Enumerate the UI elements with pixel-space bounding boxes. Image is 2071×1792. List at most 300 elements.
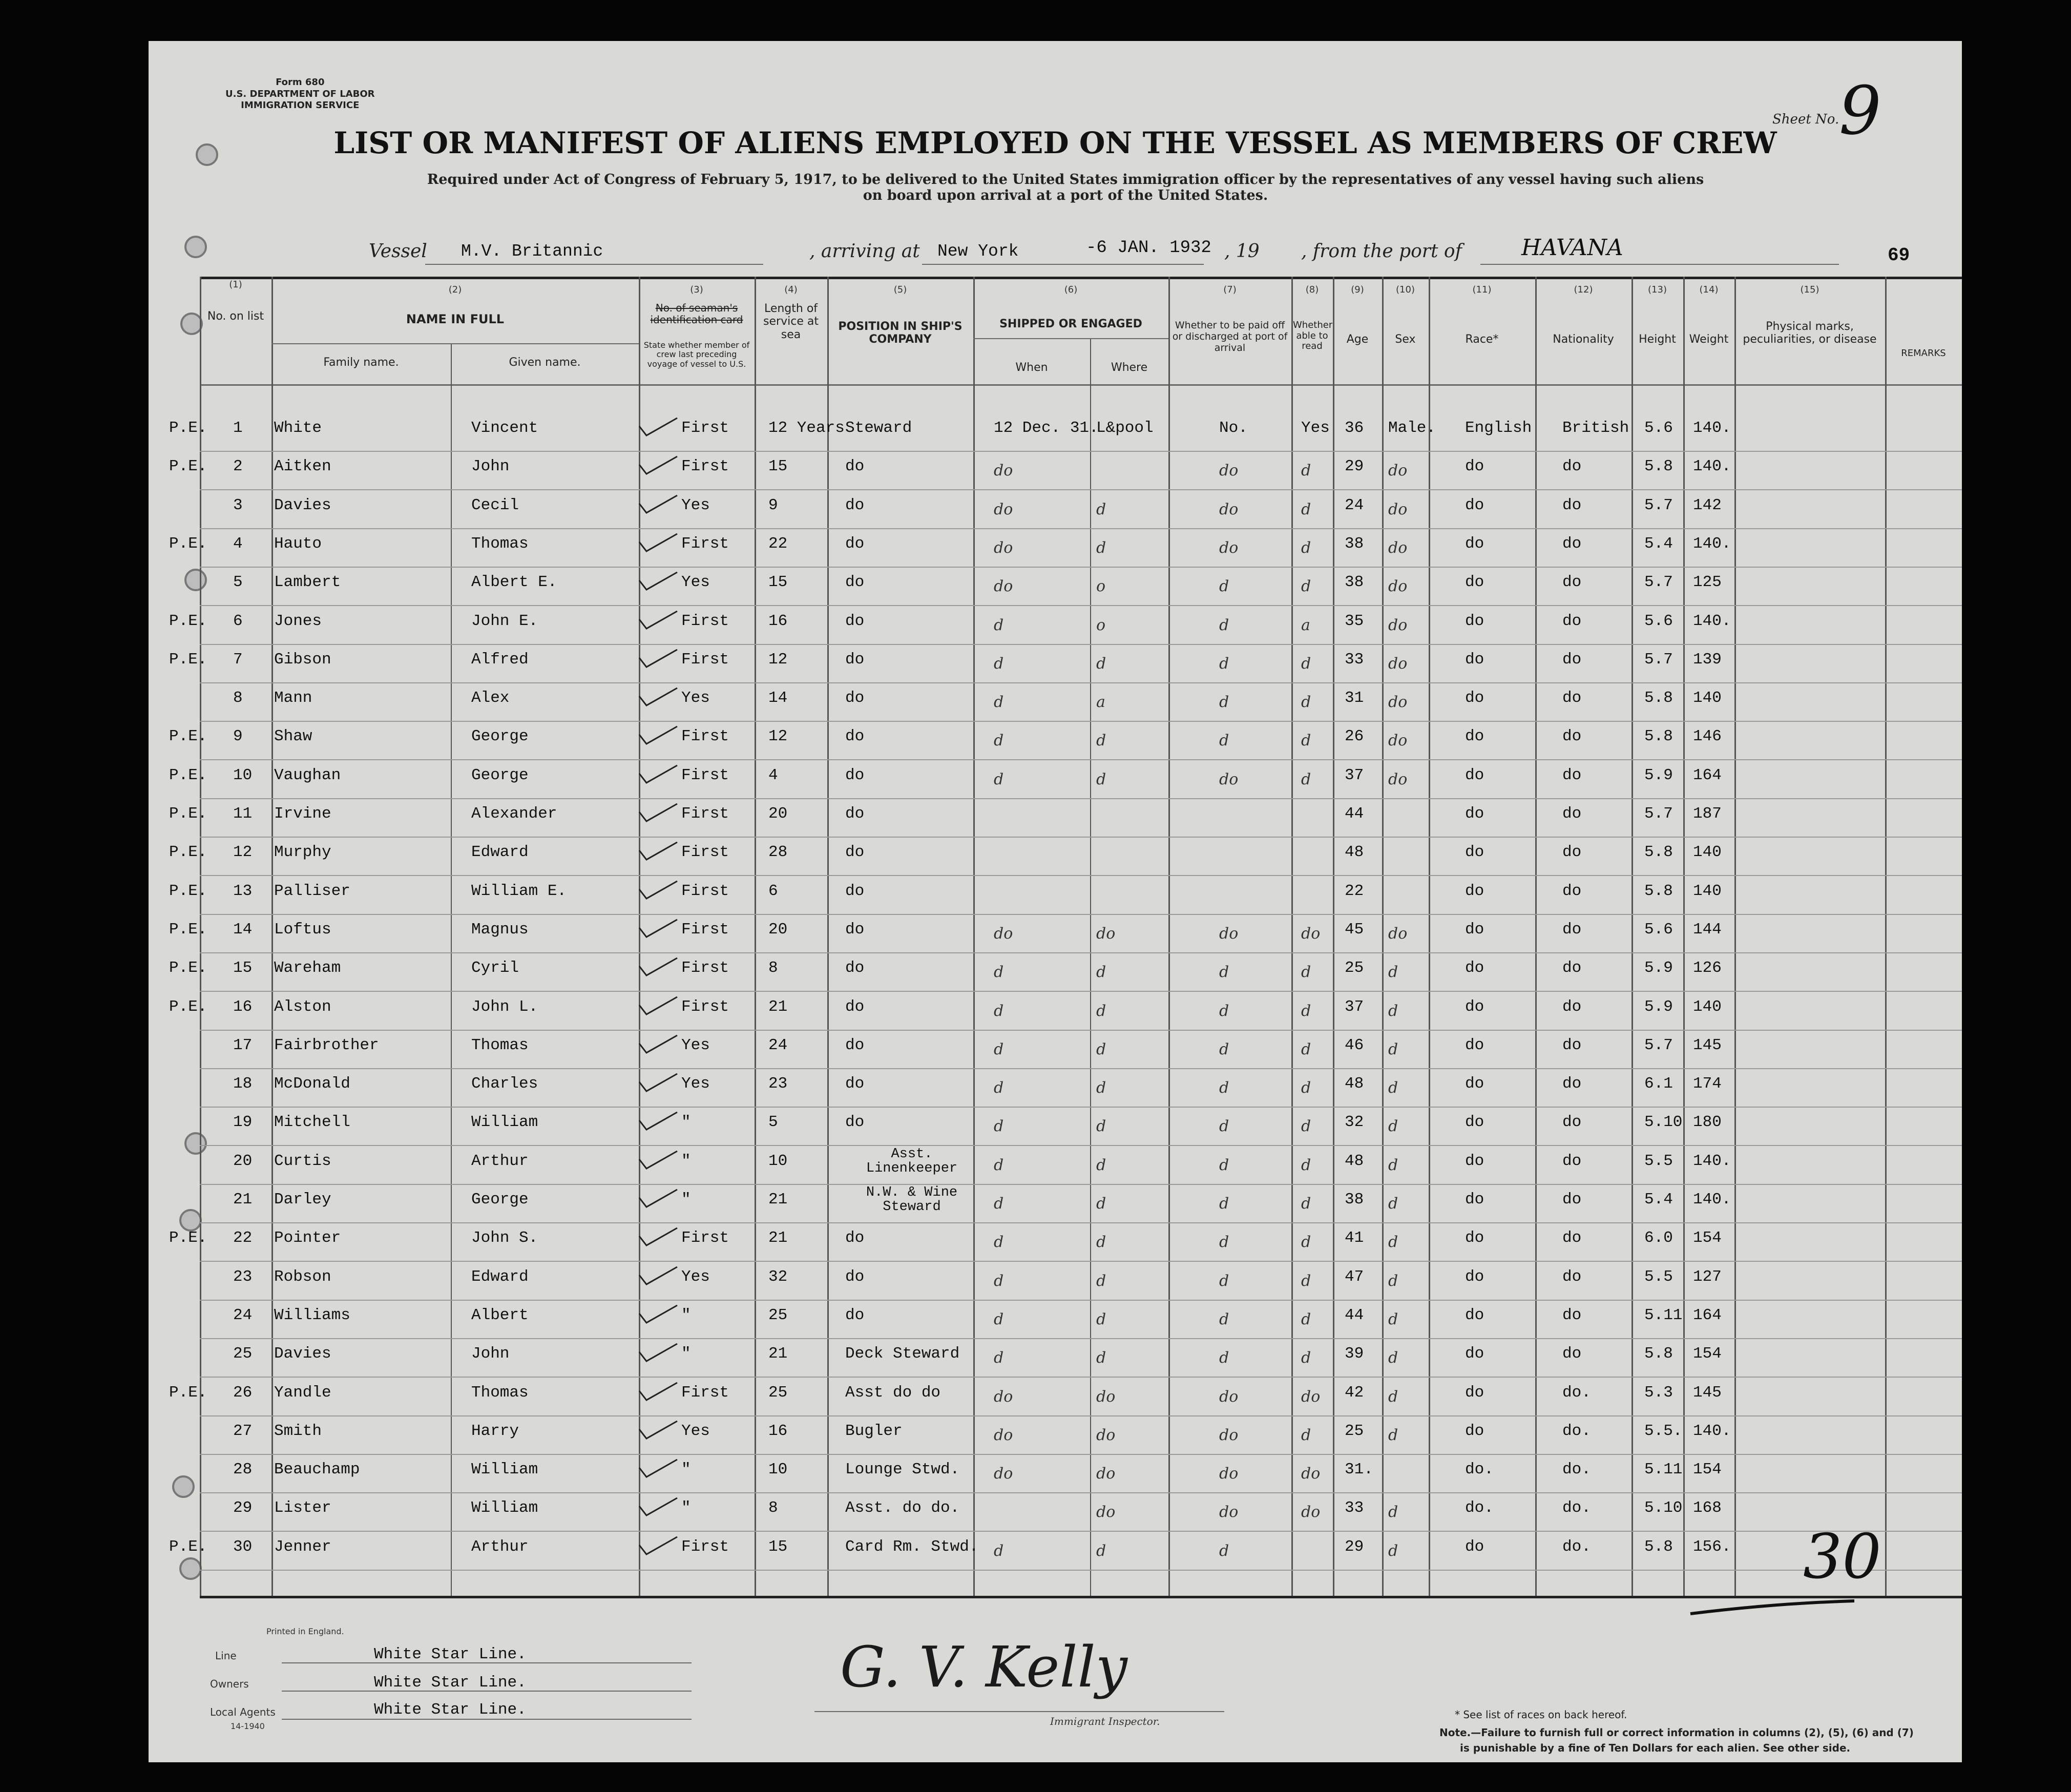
cell-prev: First bbox=[681, 534, 729, 553]
cell-family: Davies bbox=[274, 1345, 331, 1363]
cell-height: 5.7 bbox=[1644, 805, 1673, 823]
cell-age: 24 bbox=[1345, 496, 1364, 514]
cell-where: d bbox=[1096, 1541, 1106, 1560]
col-header-family-name: Family name. bbox=[323, 356, 399, 369]
form-department-block bbox=[225, 77, 375, 112]
cell-given: Charles bbox=[471, 1075, 538, 1093]
cell-paid: d bbox=[1219, 963, 1229, 982]
col-header-given-name: Given name. bbox=[509, 356, 581, 369]
cell-given: Arthur bbox=[471, 1152, 529, 1170]
check-mark-icon bbox=[635, 453, 681, 479]
column-divider bbox=[1291, 277, 1293, 1596]
cell-paid: d bbox=[1219, 1195, 1229, 1213]
cell-given: Edward bbox=[471, 1267, 529, 1286]
cell-paid: do bbox=[1219, 1426, 1239, 1444]
cell-given: Cecil bbox=[471, 496, 519, 514]
cell-sex: do bbox=[1388, 770, 1408, 788]
column-divider bbox=[1429, 277, 1430, 1596]
cell-family: Irvine bbox=[274, 805, 331, 823]
printed-in-england: Printed in England. bbox=[266, 1627, 344, 1636]
cell-position: do bbox=[845, 727, 865, 746]
cell-read: do bbox=[1301, 1465, 1321, 1483]
cell-pe: P.E. bbox=[169, 997, 207, 1016]
cell-given: Edward bbox=[471, 843, 529, 862]
cell-race: do bbox=[1465, 1113, 1484, 1132]
cell-given: Alfred bbox=[471, 650, 529, 669]
cell-service: 14 bbox=[768, 689, 788, 707]
cell-no: 22 bbox=[233, 1229, 253, 1247]
cell-where: d bbox=[1096, 538, 1106, 557]
cell-sex: d bbox=[1388, 1349, 1398, 1367]
check-mark-icon bbox=[635, 685, 681, 711]
cell-nat: do bbox=[1562, 612, 1582, 630]
cell-sex: do bbox=[1388, 500, 1408, 518]
cell-family: Hauto bbox=[274, 534, 322, 553]
cell-when: d bbox=[994, 616, 1004, 634]
cell-height: 5.8 bbox=[1644, 882, 1673, 900]
cell-age: 29 bbox=[1345, 457, 1364, 476]
cell-prev: First bbox=[681, 1229, 729, 1247]
cell-position: do bbox=[845, 805, 865, 823]
cell-no: 15 bbox=[233, 959, 253, 977]
cell-position: do bbox=[845, 689, 865, 707]
cell-nat: do. bbox=[1562, 1499, 1591, 1517]
row-rule bbox=[200, 1222, 1962, 1223]
cell-weight: 154 bbox=[1693, 1229, 1722, 1247]
cell-sex: do bbox=[1388, 693, 1408, 712]
cell-prev: First bbox=[681, 1383, 729, 1402]
agents-underline bbox=[282, 1719, 692, 1720]
cell-paid: do bbox=[1219, 538, 1239, 557]
cell-race: do bbox=[1465, 766, 1484, 784]
cell-paid: do bbox=[1219, 1503, 1239, 1522]
cell-service: 21 bbox=[768, 1191, 788, 1208]
cell-where: d bbox=[1096, 1002, 1106, 1020]
cell-race: do bbox=[1465, 997, 1484, 1016]
row-rule bbox=[200, 489, 1962, 490]
cell-weight: 154 bbox=[1693, 1461, 1722, 1479]
cell-service: 21 bbox=[768, 1229, 788, 1247]
col-header-remarks: REMARKS bbox=[1901, 348, 1946, 359]
cell-given: John L. bbox=[471, 997, 538, 1016]
cell-weight: 164 bbox=[1693, 766, 1722, 784]
cell-family: Beauchamp bbox=[274, 1461, 360, 1479]
cell-paid: do bbox=[1219, 462, 1239, 480]
cell-where: do bbox=[1096, 1465, 1116, 1483]
col-header-where: Where bbox=[1111, 361, 1148, 374]
subtitle-line-1: Required under Act of Congress of February 5, 1917, to be delivered to the United States immigration officer by the representatives of any vessel having such aliens bbox=[427, 172, 1704, 187]
from-port-value: HAVANA bbox=[1521, 235, 1623, 261]
cell-nat: do bbox=[1562, 496, 1582, 514]
cell-height: 5.4 bbox=[1644, 534, 1673, 553]
cell-read: d bbox=[1301, 1272, 1311, 1290]
cell-given: William bbox=[471, 1461, 538, 1479]
cell-weight: 140. bbox=[1693, 419, 1731, 437]
cell-prev: First bbox=[681, 959, 729, 977]
cell-service: 24 bbox=[768, 1036, 788, 1054]
cell-family: White bbox=[274, 419, 322, 437]
cell-given: Thomas bbox=[471, 1383, 529, 1402]
cell-read: d bbox=[1301, 1426, 1311, 1444]
cell-age: 48 bbox=[1345, 843, 1364, 862]
cell-position: do bbox=[845, 997, 865, 1016]
row-rule bbox=[200, 1145, 1962, 1146]
cell-prev: First bbox=[681, 805, 729, 823]
cell-position: Bugler bbox=[845, 1422, 903, 1440]
col-header-nationality: Nationality bbox=[1553, 333, 1614, 346]
column-divider bbox=[1090, 338, 1091, 1596]
col-header-age: Age bbox=[1346, 333, 1369, 346]
cell-given: John bbox=[471, 457, 510, 476]
cell-no: 13 bbox=[233, 882, 253, 900]
col-header-shipped: SHIPPED OR ENGAGED bbox=[999, 318, 1142, 330]
cell-prev: First bbox=[681, 457, 729, 476]
cell-paid: do bbox=[1219, 1387, 1239, 1406]
cell-nat: do. bbox=[1562, 1537, 1591, 1556]
cell-nat: do bbox=[1562, 1075, 1582, 1093]
cell-race: do bbox=[1465, 882, 1484, 900]
cell-race: do bbox=[1465, 920, 1484, 939]
cell-no: 21 bbox=[233, 1191, 253, 1208]
cell-position: Lounge Stwd. bbox=[845, 1461, 960, 1479]
owners-label: Owners bbox=[210, 1678, 249, 1690]
cell-paid: d bbox=[1219, 1040, 1229, 1058]
check-mark-icon bbox=[635, 1032, 681, 1058]
cell-service: 21 bbox=[768, 1345, 788, 1363]
cell-given: Arthur bbox=[471, 1537, 529, 1556]
sheet-no-label: Sheet No. bbox=[1772, 112, 1839, 127]
column-divider bbox=[1734, 277, 1736, 1596]
cell-service: 8 bbox=[768, 1499, 778, 1517]
cell-nat: do. bbox=[1562, 1422, 1591, 1440]
check-mark-icon bbox=[635, 1456, 681, 1482]
cell-when: d bbox=[994, 770, 1004, 788]
cell-when: d bbox=[994, 963, 1004, 982]
cell-age: 25 bbox=[1345, 1422, 1364, 1440]
cell-nat: do bbox=[1562, 805, 1582, 823]
cell-prev: Yes bbox=[681, 573, 710, 592]
row-rule bbox=[200, 837, 1962, 838]
cell-where: d bbox=[1096, 1040, 1106, 1058]
col-num-7: (7) bbox=[1223, 284, 1237, 295]
cell-age: 36 bbox=[1345, 419, 1364, 437]
cell-weight: 168 bbox=[1693, 1499, 1722, 1517]
cell-read: do bbox=[1301, 1503, 1321, 1522]
check-mark-icon bbox=[635, 916, 681, 942]
arriving-label: , arriving at bbox=[809, 241, 920, 262]
cell-sex: d bbox=[1388, 1426, 1398, 1444]
cell-nat: do. bbox=[1562, 1383, 1591, 1402]
cell-pe: P.E. bbox=[169, 650, 207, 669]
cell-service: 20 bbox=[768, 805, 788, 823]
row-rule bbox=[200, 875, 1962, 876]
cell-sex: d bbox=[1388, 963, 1398, 982]
cell-nat: do bbox=[1562, 843, 1582, 862]
cell-position: do bbox=[845, 650, 865, 669]
cell-prev: Yes bbox=[681, 689, 710, 707]
check-mark-icon bbox=[635, 878, 681, 904]
col-header-read: Whether able to read bbox=[1293, 320, 1333, 352]
cell-given: John S. bbox=[471, 1229, 538, 1247]
signature-line bbox=[814, 1711, 1224, 1712]
cell-nat: do bbox=[1562, 534, 1582, 553]
cell-given: Albert bbox=[471, 1306, 529, 1324]
cell-given: Harry bbox=[471, 1422, 519, 1440]
cell-no: 18 bbox=[233, 1075, 253, 1093]
cell-paid: do bbox=[1219, 500, 1239, 518]
cell-family: Smith bbox=[274, 1422, 322, 1440]
cell-race: do bbox=[1465, 1267, 1484, 1286]
cell-when: d bbox=[994, 732, 1004, 750]
cell-nat: do bbox=[1562, 882, 1582, 900]
cell-height: 5.10 bbox=[1644, 1499, 1683, 1517]
col-num-4: (4) bbox=[784, 284, 798, 295]
col-num-12: (12) bbox=[1574, 284, 1593, 295]
cell-race: do bbox=[1465, 457, 1484, 476]
col-header-when: When bbox=[1015, 361, 1048, 374]
column-divider bbox=[271, 277, 273, 1596]
cell-height: 5.4 bbox=[1644, 1191, 1673, 1208]
cell-no: 30 bbox=[233, 1537, 253, 1556]
cell-sex: d bbox=[1388, 1503, 1398, 1522]
cell-nat: British bbox=[1562, 419, 1629, 437]
cell-prev: First bbox=[681, 650, 729, 669]
cell-race: do bbox=[1465, 496, 1484, 514]
cell-nat: do bbox=[1562, 1113, 1582, 1132]
cell-where: o bbox=[1096, 577, 1106, 596]
cell-where: d bbox=[1096, 1079, 1106, 1097]
cell-sex: d bbox=[1388, 1272, 1398, 1290]
cell-prev: " bbox=[681, 1191, 691, 1208]
col-num-6: (6) bbox=[1064, 284, 1078, 295]
cell-sex: do bbox=[1388, 577, 1408, 596]
row-rule bbox=[200, 721, 1962, 722]
cell-weight: 156. bbox=[1693, 1537, 1731, 1556]
cell-race: do bbox=[1465, 843, 1484, 862]
cell-sex: do bbox=[1388, 732, 1408, 750]
cell-family: Lambert bbox=[274, 573, 341, 592]
cell-height: 5.6 bbox=[1644, 419, 1673, 437]
cell-when: d bbox=[994, 1349, 1004, 1367]
cell-family: Alston bbox=[274, 997, 331, 1016]
punch-hole bbox=[179, 1557, 202, 1580]
cell-position: do bbox=[845, 920, 865, 939]
cell-pe: P.E. bbox=[169, 727, 207, 746]
cell-read: d bbox=[1301, 693, 1311, 712]
subtitle-line-2: on board upon arrival at a port of the United States. bbox=[863, 187, 1268, 203]
cell-when: d bbox=[994, 1541, 1004, 1560]
check-mark-icon bbox=[635, 839, 681, 865]
column-divider bbox=[1683, 277, 1685, 1596]
cell-position: do bbox=[845, 1075, 865, 1093]
cell-weight: 144 bbox=[1693, 920, 1722, 939]
form-code: 14-1940 bbox=[231, 1721, 265, 1731]
cell-where: do bbox=[1096, 924, 1116, 943]
cell-where: do bbox=[1096, 1426, 1116, 1444]
cell-when: d bbox=[994, 1272, 1004, 1290]
cell-weight: 187 bbox=[1693, 805, 1722, 823]
cell-prev: " bbox=[681, 1461, 691, 1479]
footnote-penalty-1: Note.—Failure to furnish full or correct information in columns (2), (5), (6) and (7) bbox=[1439, 1726, 1914, 1739]
check-mark-icon bbox=[635, 1380, 681, 1405]
col-num-1: (1) bbox=[229, 279, 242, 290]
cell-position: N.W. & Wine Steward bbox=[866, 1185, 958, 1215]
line-label: Line bbox=[215, 1650, 237, 1662]
cell-prev: First bbox=[681, 612, 729, 630]
cell-paid: d bbox=[1219, 1233, 1229, 1252]
cell-race: do bbox=[1465, 650, 1484, 669]
cell-read: d bbox=[1301, 654, 1311, 673]
cell-where: d bbox=[1096, 1195, 1106, 1213]
cell-weight: 140 bbox=[1693, 689, 1722, 707]
cell-no: 10 bbox=[233, 766, 253, 784]
cell-weight: 139 bbox=[1693, 650, 1722, 669]
cell-race: do bbox=[1465, 1036, 1484, 1054]
cell-prev: " bbox=[681, 1113, 691, 1132]
cell-weight: 140 bbox=[1693, 882, 1722, 900]
cell-service: 15 bbox=[768, 457, 788, 476]
cell-read: d bbox=[1301, 500, 1311, 518]
col-header-physical-marks: Physical marks, peculiarities, or disease bbox=[1743, 320, 1877, 346]
cell-position: Asst do do bbox=[845, 1383, 941, 1402]
col-header-paid-off: Whether to be paid off or discharged at port of arrival bbox=[1172, 320, 1288, 353]
cell-prev: " bbox=[681, 1345, 691, 1363]
cell-given: Alexander bbox=[471, 805, 557, 823]
cell-height: 5.8 bbox=[1644, 1345, 1673, 1363]
cell-no: 26 bbox=[233, 1383, 253, 1402]
cell-height: 5.7 bbox=[1644, 650, 1673, 669]
cell-no: 27 bbox=[233, 1422, 253, 1440]
cell-when: d bbox=[994, 1310, 1004, 1328]
cell-family: Curtis bbox=[274, 1152, 331, 1170]
col-num-10: (10) bbox=[1396, 284, 1415, 295]
cell-pe: P.E. bbox=[169, 612, 207, 630]
cell-age: 48 bbox=[1345, 1152, 1364, 1170]
check-mark-icon bbox=[635, 1534, 681, 1559]
cell-race: do. bbox=[1465, 1461, 1494, 1479]
col-header-last-voyage: State whether member of crew last preceding voyage of vessel to U.S. bbox=[643, 340, 750, 369]
cell-no: 12 bbox=[233, 843, 253, 862]
table-top-rule bbox=[200, 277, 1962, 279]
cell-paid: d bbox=[1219, 616, 1229, 634]
check-mark-icon bbox=[635, 723, 681, 749]
cell-read: d bbox=[1301, 538, 1311, 557]
cell-age: 47 bbox=[1345, 1267, 1364, 1286]
col-num-5: (5) bbox=[893, 284, 907, 295]
check-mark-icon bbox=[635, 1418, 681, 1444]
column-divider bbox=[1333, 277, 1334, 1596]
cell-when: d bbox=[994, 1079, 1004, 1097]
column-divider bbox=[973, 277, 975, 1596]
cell-where: d bbox=[1096, 963, 1106, 982]
cell-pe: P.E. bbox=[169, 419, 207, 437]
vessel-label: Vessel bbox=[369, 241, 427, 262]
cell-read: d bbox=[1301, 1156, 1311, 1174]
cell-no: 25 bbox=[233, 1345, 253, 1363]
cell-race: do bbox=[1465, 1537, 1484, 1556]
column-divider bbox=[1631, 277, 1633, 1596]
column-divider bbox=[1168, 277, 1170, 1596]
cell-prev: Yes bbox=[681, 1267, 710, 1286]
col-num-15: (15) bbox=[1800, 284, 1819, 295]
cell-service: 21 bbox=[768, 997, 788, 1016]
cell-service: 15 bbox=[768, 1537, 788, 1556]
cell-paid: do bbox=[1219, 770, 1239, 788]
cell-where: do bbox=[1096, 1387, 1116, 1406]
cell-paid: No. bbox=[1219, 419, 1248, 437]
cell-position: Card Rm. Stwd. bbox=[845, 1537, 979, 1556]
cell-family: McDonald bbox=[274, 1075, 350, 1093]
cell-read: d bbox=[1301, 577, 1311, 596]
cell-weight: 154 bbox=[1693, 1345, 1722, 1363]
shipped-subheader-rule bbox=[973, 338, 1168, 339]
cell-read: d bbox=[1301, 1079, 1311, 1097]
row-rule bbox=[200, 1068, 1962, 1069]
check-mark-icon bbox=[635, 1495, 681, 1520]
row-rule bbox=[200, 1107, 1962, 1108]
cell-height: 5.6 bbox=[1644, 920, 1673, 939]
cell-race: do bbox=[1465, 1345, 1484, 1363]
cell-position: do bbox=[845, 534, 865, 553]
inspector-label: Immigrant Inspector. bbox=[1050, 1715, 1160, 1727]
row-rule bbox=[200, 1261, 1962, 1262]
cell-given: Alex bbox=[471, 689, 510, 707]
department-name: U.S. DEPARTMENT OF LABOR bbox=[225, 88, 375, 99]
cell-no: 8 bbox=[233, 689, 243, 707]
cell-height: 5.8 bbox=[1644, 457, 1673, 476]
cell-age: 25 bbox=[1345, 959, 1364, 977]
cell-when: do bbox=[994, 1426, 1013, 1444]
service-name: IMMIGRATION SERVICE bbox=[241, 100, 360, 111]
column-divider bbox=[1535, 277, 1537, 1596]
cell-race: do bbox=[1465, 959, 1484, 977]
cell-where: d bbox=[1096, 1233, 1106, 1252]
cell-sex: do bbox=[1388, 462, 1408, 480]
cell-position: do bbox=[845, 1267, 865, 1286]
cell-where: d bbox=[1096, 1272, 1106, 1290]
cell-paid: d bbox=[1219, 1541, 1229, 1560]
cell-race: do bbox=[1465, 1229, 1484, 1247]
manifest-sheet bbox=[149, 41, 1962, 1762]
cell-prev: First bbox=[681, 920, 729, 939]
cell-paid: do bbox=[1219, 1465, 1239, 1483]
cell-nat: do bbox=[1562, 573, 1582, 592]
cell-read: d bbox=[1301, 1233, 1311, 1252]
punch-hole bbox=[184, 236, 207, 258]
cell-read: d bbox=[1301, 1002, 1311, 1020]
cell-nat: do bbox=[1562, 1306, 1582, 1324]
cell-paid: do bbox=[1219, 924, 1239, 943]
cell-no: 16 bbox=[233, 997, 253, 1016]
cell-family: Murphy bbox=[274, 843, 331, 862]
cell-race: do bbox=[1465, 1383, 1484, 1402]
cell-paid: d bbox=[1219, 1002, 1229, 1020]
cell-read: d bbox=[1301, 1040, 1311, 1058]
cell-pe: P.E. bbox=[169, 1537, 207, 1556]
cell-sex: d bbox=[1388, 1040, 1398, 1058]
cell-race: do bbox=[1465, 1075, 1484, 1093]
cell-pe: P.E. bbox=[169, 959, 207, 977]
row-rule bbox=[200, 528, 1962, 529]
check-mark-icon bbox=[635, 1341, 681, 1366]
inspector-signature: G. V. Kelly bbox=[840, 1634, 1127, 1700]
cell-family: Davies bbox=[274, 496, 331, 514]
owners-value: White Star Line. bbox=[374, 1674, 527, 1692]
cell-weight: 140. bbox=[1693, 612, 1731, 630]
cell-pe: P.E. bbox=[169, 1383, 207, 1402]
arrival-date-stamp: -6 JAN. 1932 bbox=[1086, 238, 1211, 258]
cell-nat: do bbox=[1562, 920, 1582, 939]
